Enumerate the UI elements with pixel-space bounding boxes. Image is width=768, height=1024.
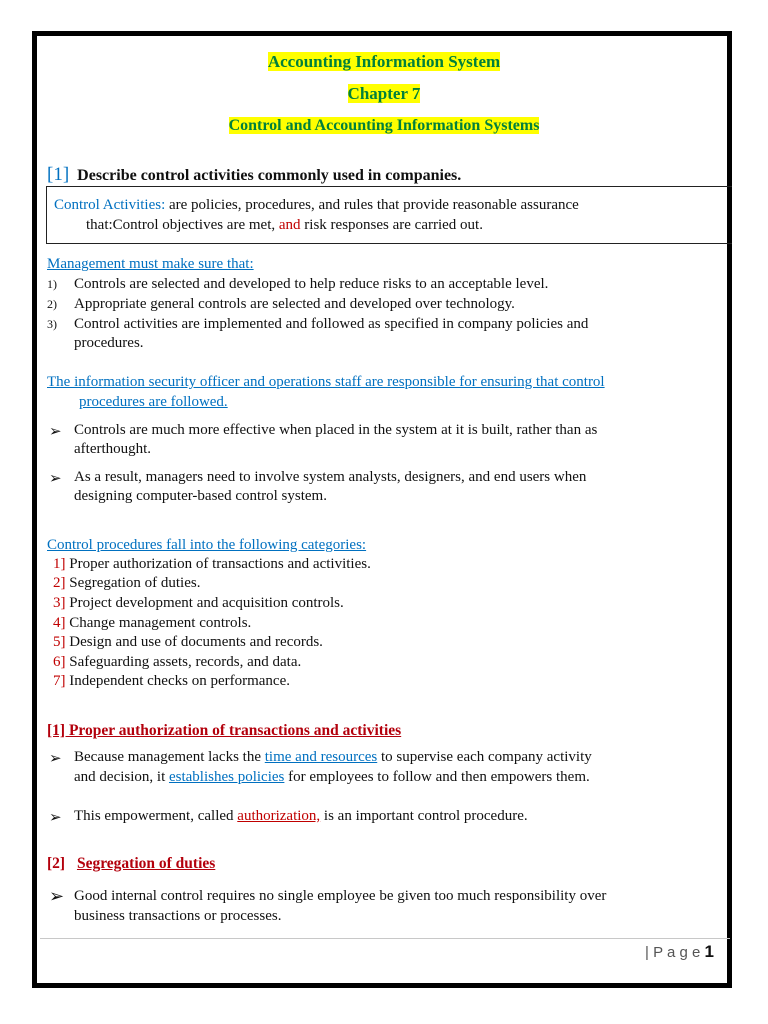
list-item-text: Control activities are implemented and followed as specified in company policies and: [74, 316, 589, 332]
category-number: 5]: [53, 634, 66, 650]
category-number: 7]: [53, 673, 66, 689]
category-text: Segregation of duties.: [65, 575, 201, 591]
authorization-bullet1-line2: [74, 769, 590, 786]
list-item: [47, 316, 588, 333]
category-item: [53, 575, 200, 592]
time-resources-link[interactable]: time and resources: [264, 749, 378, 765]
control-term: Control Activities:: [54, 197, 166, 213]
control-def-text1: are policies, procedures, and rules that provide reasonable assurance: [165, 197, 579, 213]
authorization-term: authorization,: [237, 808, 321, 824]
control-def-and: and: [278, 217, 301, 233]
control-def-line2: [86, 217, 483, 234]
category-text: Design and use of documents and records.: [65, 634, 323, 650]
category-text: Independent checks on performance.: [65, 673, 290, 689]
doc-title: Accounting Information System: [267, 52, 501, 71]
page-number: 1: [704, 942, 714, 961]
category-text: Project development and acquisition controls.: [65, 595, 344, 611]
category-number: 2]: [53, 575, 66, 591]
arrow-bullet-icon: ➢: [49, 751, 62, 767]
category-item: [53, 634, 323, 651]
bullet-text: is an important control procedure.: [320, 808, 528, 824]
segregation-title: Segregation of duties: [76, 855, 216, 872]
list-item: [47, 276, 548, 293]
arrow-bullet-icon: ➢: [49, 810, 62, 826]
doc-title-row: [0, 52, 768, 72]
footer-divider: [40, 938, 730, 939]
section1-heading: [47, 164, 461, 186]
category-number: 3]: [53, 595, 66, 611]
list-item: [47, 296, 515, 313]
bullet-text: afterthought.: [74, 441, 152, 457]
arrow-bullet-icon: ➢: [49, 424, 62, 440]
security-line2: procedures are followed.: [79, 394, 228, 410]
arrow-bullet-icon: ➢: [49, 471, 62, 487]
category-item: [53, 615, 251, 632]
page-footer: [645, 942, 714, 962]
segregation-heading: [47, 855, 215, 873]
bullet-text: and decision, it: [74, 769, 169, 785]
segregation-bullet-line2: business transactions or processes.: [74, 908, 282, 924]
subtitle-row: [0, 117, 768, 135]
section1-title: Describe control activities commonly used in companies.: [77, 167, 462, 184]
category-item: [53, 654, 301, 671]
list-item-continuation: procedures.: [74, 335, 144, 351]
category-item: [53, 556, 371, 573]
security-line1: The information security officer and operations staff are responsible for ensuring that control: [47, 374, 605, 390]
category-text: Change management controls.: [65, 615, 252, 631]
category-item: [53, 673, 290, 690]
bullet-text: As a result, managers need to involve system analysts, designers, and end users when: [74, 469, 587, 485]
category-number: 1]: [53, 556, 66, 572]
list-item-number: 3): [47, 317, 57, 331]
authorization-heading: [1] Proper authorization of transactions and activities: [47, 722, 402, 739]
page-label: | P a g e: [645, 944, 705, 961]
chapter-label: Chapter 7: [347, 84, 421, 103]
bullet-text: Because management lacks the: [74, 749, 265, 765]
management-heading: Management must make sure that:: [47, 256, 254, 272]
control-def-text2c: risk responses are carried out.: [300, 217, 483, 233]
establishes-policies-link[interactable]: establishes policies: [168, 769, 285, 785]
authorization-bullet1-line1: [74, 749, 592, 766]
bullet-text: Controls are much more effective when placed in the system at it is built, rather than as: [74, 422, 598, 438]
bullet-text: to supervise each company activity: [377, 749, 592, 765]
bullet-text: for employees to follow and then empowers them.: [284, 769, 590, 785]
category-number: 6]: [53, 654, 66, 670]
list-item-number: 1): [47, 277, 57, 291]
doc-subtitle: Control and Accounting Information Systems: [228, 117, 540, 134]
category-number: 4]: [53, 615, 66, 631]
list-item-text: Appropriate general controls are selected and developed over technology.: [74, 296, 515, 312]
bullet-text: designing computer-based control system.: [74, 488, 327, 504]
bullet-text: This empowerment, called: [74, 808, 238, 824]
segregation-bullet-line1: Good internal control requires no single employee be given too much responsibility over: [74, 888, 607, 904]
chapter-row: [0, 84, 768, 104]
list-item-text: Controls are selected and developed to help reduce risks to an acceptable level.: [74, 276, 549, 292]
list-item-number: 2): [47, 297, 57, 311]
control-def-text2a: that:Control objectives are met,: [86, 217, 279, 233]
categories-heading: Control procedures fall into the following categories:: [47, 537, 367, 553]
category-text: Safeguarding assets, records, and data.: [65, 654, 302, 670]
control-def-line1: [54, 197, 579, 214]
control-activities-box: [46, 186, 732, 244]
segregation-number: [2]: [47, 855, 66, 872]
category-text: Proper authorization of transactions and activities.: [65, 556, 371, 572]
section1-number: [1]: [47, 164, 70, 185]
authorization-bullet2: [74, 808, 528, 825]
arrow-bullet-icon: ➢: [49, 886, 65, 906]
category-item: [53, 595, 344, 612]
